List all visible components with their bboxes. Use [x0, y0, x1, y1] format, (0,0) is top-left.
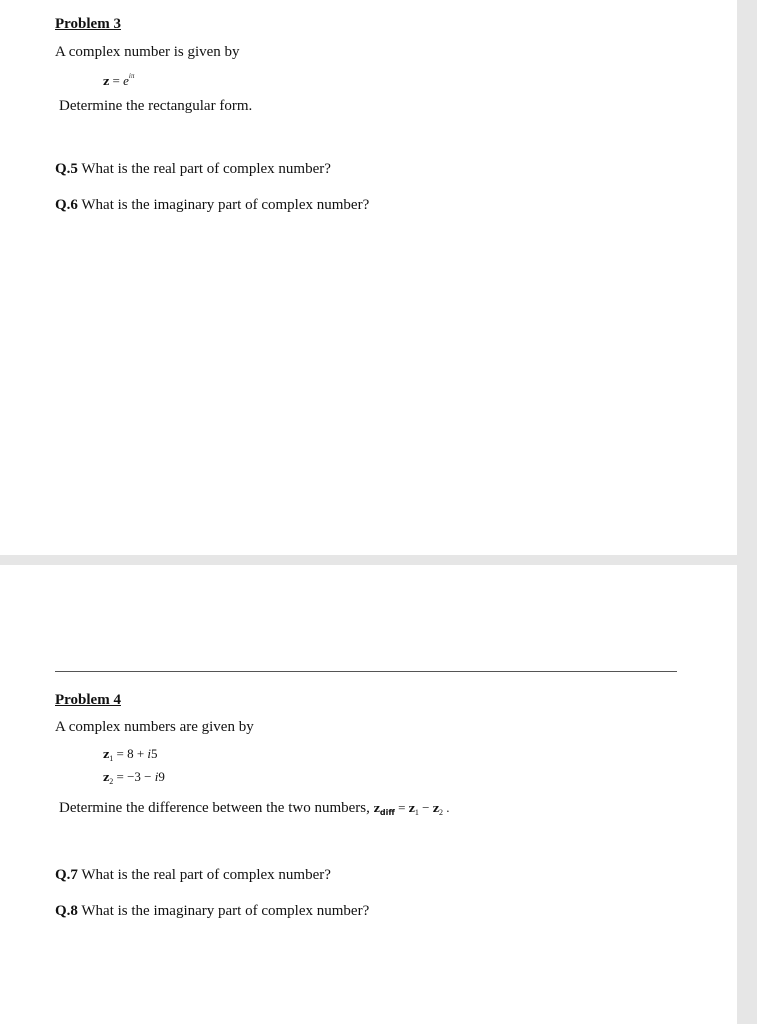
z1-imag-value: 5	[151, 746, 158, 761]
problem-4-heading: Problem 4	[55, 692, 121, 708]
eq-variable: z	[103, 75, 110, 88]
q5-label: Q.5	[55, 161, 78, 177]
q5-text: What is the real part of complex number?	[77, 161, 331, 177]
z2-imag-unit: i	[154, 769, 159, 784]
problem-3-heading: Problem 3	[55, 16, 121, 32]
diff-operand-a-sub: 1	[414, 808, 419, 817]
eq-exponent: iπ	[128, 72, 135, 80]
problem-3-task: Determine the rectangular form.	[59, 98, 253, 114]
z2-equation	[103, 769, 165, 786]
question-6	[55, 197, 369, 214]
q7-text: What is the real part of complex number?	[77, 867, 331, 883]
difference-expression	[374, 800, 450, 815]
z1-equation	[103, 746, 158, 763]
question-8	[55, 903, 369, 920]
problem-3-intro: A complex number is given by	[55, 44, 240, 60]
horizontal-divider	[55, 671, 677, 672]
z2-subscript: 2	[109, 777, 114, 786]
z1-imag-unit: i	[147, 746, 152, 761]
diff-operand-a: z	[408, 802, 415, 815]
diff-equals: =	[394, 800, 409, 815]
q8-label: Q.8	[55, 903, 78, 919]
problem-4-task	[59, 800, 450, 817]
problem-4-intro: A complex numbers are given by	[55, 719, 254, 735]
diff-operand-b: z	[432, 802, 439, 815]
task-text: Determine the difference between the two numbers,	[59, 800, 374, 816]
diff-variable: z	[373, 802, 380, 815]
z1-variable: z	[103, 748, 110, 761]
q7-label: Q.7	[55, 867, 78, 883]
eq-base: e	[123, 73, 129, 88]
diff-subscript: diff	[379, 808, 395, 817]
z2-rhs: = −3 −	[113, 769, 155, 784]
z1-subscript: 1	[109, 754, 114, 763]
z2-imag-value: 9	[158, 769, 165, 784]
diff-end: .	[443, 800, 450, 815]
diff-minus: −	[418, 800, 433, 815]
diff-operand-b-sub: 2	[439, 808, 443, 817]
q6-text: What is the imaginary part of complex number?	[77, 197, 370, 213]
q8-text: What is the imaginary part of complex number?	[77, 903, 370, 919]
z1-rhs: = 8 +	[113, 746, 148, 761]
eq-sign: =	[109, 73, 124, 88]
question-5	[55, 161, 331, 178]
problem-3-equation	[103, 72, 134, 89]
z2-variable: z	[103, 771, 110, 784]
q6-label: Q.6	[55, 197, 78, 213]
question-7	[55, 867, 331, 884]
page-2	[0, 565, 737, 1024]
